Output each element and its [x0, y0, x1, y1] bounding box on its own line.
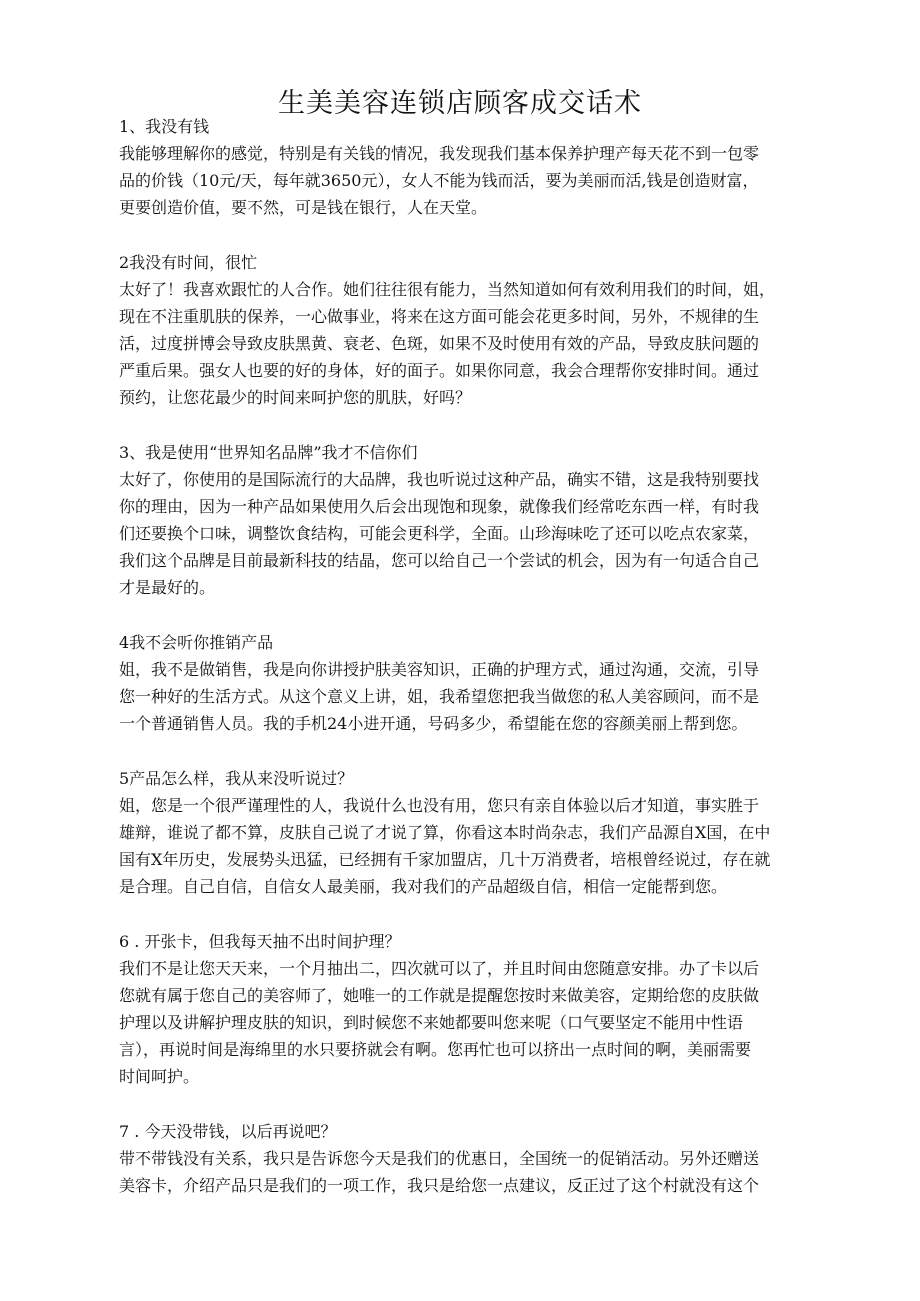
paragraph-line: 我们这个品牌是目前最新科技的结晶，您可以给自己一个尝试的机会，因为有一句适合自己 [119, 551, 760, 570]
paragraph-line: 美容卡，介绍产品只是我们的一项工作，我只是给您一点建议，反正过了这个村就没有这个 [119, 1176, 760, 1195]
paragraph-line: 我能够理解你的感觉，特别是有关钱的情况，我发现我们基本保养护理产每天花不到一包零 [119, 144, 760, 163]
paragraph-line: 带不带钱没有关系，我只是告诉您今天是我们的优惠日，全国统一的促销活动。另外还赠送 [119, 1149, 760, 1168]
paragraph-line: 是合理。自己自信，自信女人最美丽，我对我们的产品超级自信，相信一定能帮到您。 [119, 877, 728, 896]
section-heading: 3、我是使用“世界知名品牌”我才不信你们 [119, 443, 418, 462]
paragraph-line: 太好了，你使用的是国际流行的大品牌，我也听说过这种产品，确实不错，这是我特别要找 [119, 470, 760, 489]
paragraph-line: 姐，您是一个很严谨理性的人，我说什么也没有用，您只有亲自体验以后才知道，事实胜于 [119, 796, 760, 815]
paragraph-line: 品的价钱（10元/天，每年就3650元），女人不能为钱而活，要为美丽而活,钱是创造财富， [119, 171, 759, 190]
section-heading: 1、我没有钱 [119, 117, 210, 136]
paragraph-line: 言），再说时间是海绵里的水只要挤就会有啊。您再忙也可以挤出一点时间的啊，美丽需要 [119, 1040, 752, 1059]
section-heading: 4我不会听你推销产品 [119, 633, 274, 652]
paragraph-line: 一个普通销售人员。我的手机24小进开通，号码多少，希望能在您的容颜美丽上帮到您。 [119, 714, 748, 733]
section-heading: 6 . 开张卡，但我每天抽不出时间护理？ [119, 932, 401, 951]
paragraph-line: 您一种好的生活方式。从这个意义上讲，姐，我希望您把我当做您的私人美容顾问，而不是 [119, 687, 760, 706]
section-no-time [119, 249, 809, 411]
section-card-no-time [119, 928, 809, 1090]
section-heading: 7 . 今天没带钱，以后再说吧？ [119, 1122, 337, 1141]
section-product-unknown [119, 765, 809, 900]
section-no-money [119, 113, 809, 221]
paragraph-line: 时间呵护。 [119, 1067, 200, 1086]
paragraph-line: 我们不是让您天天来，一个月抽出二，四次就可以了，并且时间由您随意安排。办了卡以后 [119, 959, 760, 978]
section-heading: 2我没有时间，很忙 [119, 253, 258, 272]
section-famous-brand [119, 439, 809, 601]
paragraph-line: 们还要换个口味，调整饮食结构，可能会更科学，全面。山珍海味吃了还可以吃点农家菜， [119, 524, 760, 543]
paragraph-line: 太好了！我喜欢跟忙的人合作。她们往往很有能力，当然知道如何有效利用我们的时间，姐， [119, 280, 776, 299]
paragraph-line: 姐，我不是做销售，我是向你讲授护肤美容知识，正确的护理方式，通过沟通，交流，引导 [119, 660, 760, 679]
paragraph-line: 国有X年历史，发展势头迅猛，已经拥有千家加盟店，几十万消费者，培根曾经说过，存在就 [119, 850, 771, 869]
paragraph-line: 更要创造价值，要不然，可是钱在银行，人在天堂。 [119, 198, 488, 217]
paragraph-line: 你的理由，因为一种产品如果使用久后会出现饱和现象，就像我们经常吃东西一样，有时我 [119, 497, 760, 516]
paragraph-line: 活，过度拼博会导致皮肤黑黄、衰老、色斑，如果不及时使用有效的产品，导致皮肤问题的 [119, 334, 760, 353]
section-no-sales-pitch [119, 629, 809, 737]
paragraph-line: 您就有属于您自己的美容师了，她唯一的工作就是提醒您按时来做美容，定期给您的皮肤做 [119, 986, 760, 1005]
paragraph-line: 护理以及讲解护理皮肤的知识，到时候您不来她都要叫您来呢（口气要坚定不能用中性语 [119, 1013, 744, 1032]
section-no-money-today [119, 1118, 809, 1199]
paragraph-line: 现在不注重肌肤的保养，一心做事业，将来在这方面可能会花更多时间，另外，不规律的生 [119, 307, 760, 326]
document-body [119, 113, 809, 1199]
paragraph-line: 严重后果。强女人也要的好的身体，好的面子。如果你同意，我会合理帮你安排时间。通过 [119, 361, 760, 380]
page-title: 生美美容连锁店顾客成交话术 [278, 88, 642, 120]
section-heading: 5产品怎么样，我从来没听说过？ [119, 769, 354, 788]
paragraph-line: 才是最好的。 [119, 578, 216, 597]
paragraph-line: 预约，让您花最少的时间来呵护您的肌肤，好吗？ [119, 388, 472, 407]
paragraph-line: 雄辩，谁说了都不算，皮肤自己说了才说了算，你看这本时尚杂志，我们产品源自X国，在中 [119, 823, 771, 842]
